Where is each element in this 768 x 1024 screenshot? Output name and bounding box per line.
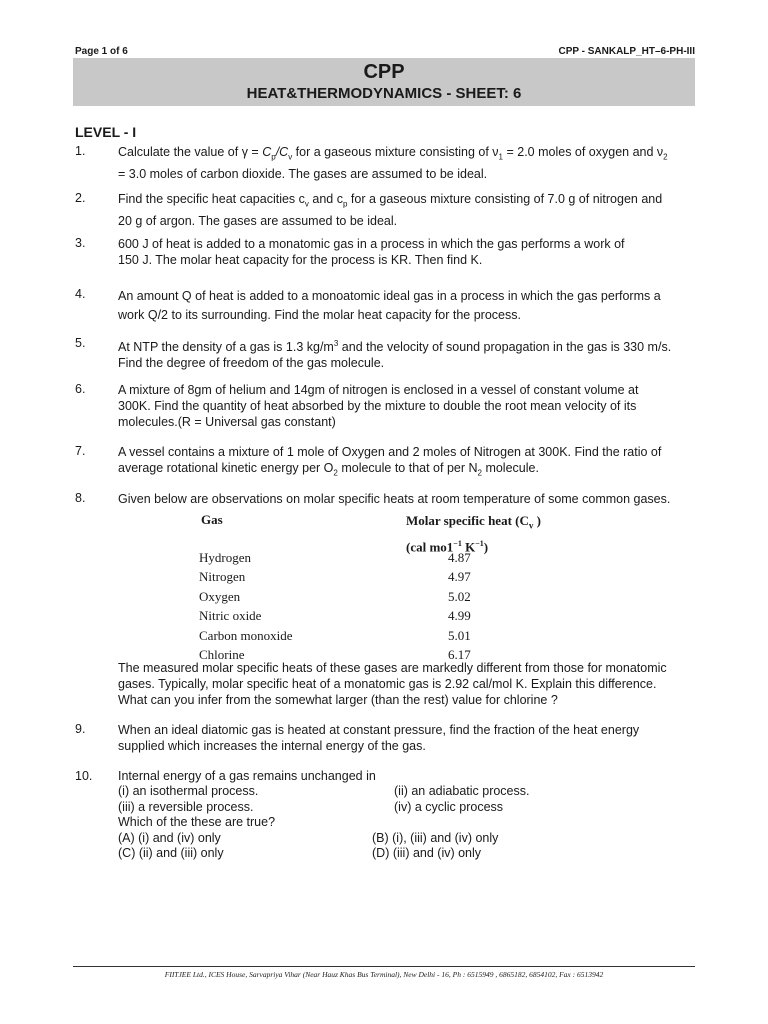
banner-subtitle: HEAT&THERMODYNAMICS - SHEET: 6 [246, 85, 522, 102]
table-cell-gas: Carbon monoxide [199, 627, 293, 643]
table-cell-gas: Nitric oxide [199, 608, 262, 624]
q1-text: for a gaseous mixture consisting of ν [292, 145, 499, 159]
subscript: p [271, 152, 276, 162]
option-d: (D) (iii) and (iv) only [372, 846, 482, 860]
q4-text: An amount Q of heat is added to a monoatomic ideal gas in a process in which the gas performs a [118, 289, 661, 303]
cv-symbol: /C [275, 145, 289, 159]
superscript: −1 [453, 538, 462, 548]
table-header-text: ) [533, 513, 541, 528]
q7-text: molecule to that of per N [337, 461, 478, 475]
question-number: 2. [75, 191, 86, 205]
q5-text: Find the degree of freedom of the gas molecule. [118, 356, 385, 371]
q4-text: work Q/2 to its surrounding. Find the molar heat capacity for the process. [118, 308, 521, 322]
table-cell-gas: Chlorine [199, 647, 245, 663]
page-number: Page 1 of 6 [75, 46, 128, 57]
table-header-text: (cal mo1 [406, 538, 454, 554]
banner-title: CPP [363, 61, 405, 83]
table-cell-value: 6.17 [448, 647, 471, 663]
subscript: 1 [498, 152, 503, 162]
question-3 [118, 236, 695, 268]
question-7 [118, 444, 695, 482]
question-number: 3. [75, 236, 86, 250]
question-8-intro: Given below are observations on molar specific heats at room temperature of some common gases. [118, 492, 671, 506]
q9-text: When an ideal diatomic gas is heated at constant pressure, find the fraction of the heat energy [118, 723, 640, 737]
question-5 [118, 336, 695, 371]
q2-text: Find the specific heat capacities c [118, 192, 305, 206]
q3-text: 150 J. The molar heat capacity for the process is KR. Then find K. [118, 253, 483, 267]
table-cell-gas: Hydrogen [199, 550, 251, 565]
gamma-symbol: γ [241, 145, 248, 159]
q6-text: molecules.(R = Universal gas constant) [118, 415, 336, 429]
q5-text: and the velocity of sound propagation in the gas is 330 m/s. [338, 340, 672, 355]
question-10-stem: Internal energy of a gas remains unchanged in [118, 769, 376, 783]
footer-divider [73, 966, 695, 967]
q5-text: At NTP the density of a gas is 1.3 kg/m [118, 340, 334, 355]
table-header-cv [406, 512, 541, 555]
footer-address: FIITJEE Ltd., ICES House, Sarvapriya Vihar (Near Hauz Khas Bus Terminal), New Delhi - 16, Ph : 6515949 , 6865182, 6854102, Fax : 6513942 [164, 970, 604, 979]
statement-iii: (iii) a reversible process. [118, 800, 254, 814]
superscript: 3 [333, 339, 339, 348]
statement-iv: (iv) a cyclic process [394, 800, 504, 814]
q2-text: 20 g of argon. The gases are assumed to be ideal. [118, 213, 398, 228]
question-2 [118, 191, 695, 229]
q2-text: for a gaseous mixture consisting of 7.0 g of nitrogen and [347, 192, 663, 206]
question-number: 1. [75, 144, 86, 158]
table-header-gas: Gas [201, 512, 223, 527]
table-header-text: K [461, 538, 476, 554]
subscript: p [342, 199, 348, 209]
q1-text: = 2.0 moles of oxygen and ν [503, 145, 664, 159]
table-value-column [448, 548, 471, 664]
q7-text: A vessel contains a mixture of 1 mole of Oxygen and 2 moles of Nitrogen at 300K. Find the ratio of [118, 445, 662, 459]
question-number: 10. [75, 769, 93, 783]
subscript: v [528, 520, 534, 531]
question-6 [118, 382, 695, 430]
table-header-text: Molar specific heat (C [406, 513, 529, 528]
question-number: 5. [75, 336, 86, 350]
q8-text: The measured molar specific heats of these gases are markedly different from those for monatomic [118, 661, 667, 675]
subscript: 2 [477, 468, 482, 478]
q7-text: average rotational kinetic energy per O [118, 461, 334, 475]
q9-text: supplied which increases the internal energy of the gas. [118, 739, 426, 753]
question-8-followup [118, 660, 695, 708]
table-cell-value: 4.87 [448, 550, 471, 565]
question-number: 8. [75, 491, 86, 505]
superscript: −1 [475, 538, 484, 548]
question-number: 7. [75, 444, 86, 458]
q7-text: molecule. [481, 461, 539, 475]
sheet-code: CPP - SANKALP_HT–6-PH-III [558, 46, 695, 57]
q3-text: 600 J of heat is added to a monatomic gas in a process in which the gas performs a work of [118, 237, 625, 251]
title-banner [73, 58, 695, 106]
cp-symbol: C [262, 145, 272, 159]
table-cell-value: 5.02 [448, 588, 471, 604]
table-gas-column [199, 548, 293, 664]
table-cell-value: 5.01 [448, 627, 471, 643]
level-heading: LEVEL - I [75, 124, 137, 140]
statement-i: (i) an isothermal process. [118, 784, 259, 798]
q6-text: A mixture of 8gm of helium and 14gm of nitrogen is enclosed in a vessel of constant volume at [118, 383, 639, 397]
subscript: 2 [663, 152, 668, 162]
q1-text: = [247, 145, 263, 159]
q6-text: 300K. Find the quantity of heat absorbed by the mixture to double the root mean velocity of its [118, 399, 637, 413]
table-header-text: ) [483, 538, 489, 554]
table-cell-gas: Oxygen [199, 588, 241, 604]
table-cell-value: 4.97 [448, 569, 471, 585]
question-number: 6. [75, 382, 86, 396]
q1-text: Calculate the value of [118, 145, 242, 159]
q8-text: What can you infer from the somewhat larger (than the rest) value for chlorine ? [118, 693, 558, 707]
option-c: (C) (ii) and (iii) only [118, 846, 224, 860]
q8-text: gases. Typically, molar specific heat of a monatomic gas is 2.92 cal/mol K. Explain this difference. [118, 677, 657, 691]
subscript: v [288, 152, 293, 162]
question-1 [118, 144, 695, 182]
option-a: (A) (i) and (iv) only [118, 831, 221, 845]
statement-ii: (ii) an adiabatic process. [394, 784, 530, 798]
table-cell-value: 4.99 [448, 608, 471, 624]
question-number: 9. [75, 722, 86, 736]
subscript: 2 [333, 468, 338, 478]
question-number: 4. [75, 287, 86, 301]
question-4 [118, 287, 695, 325]
table-cell-gas: Nitrogen [199, 569, 246, 585]
question-10-ask: Which of the these are true? [118, 815, 276, 829]
question-9 [118, 722, 695, 754]
subscript: v [304, 199, 309, 209]
q2-text: and c [308, 192, 343, 206]
q1-text: = 3.0 moles of carbon dioxide. The gases are assumed to be ideal. [118, 166, 488, 181]
option-b: (B) (i), (iii) and (iv) only [372, 831, 499, 845]
